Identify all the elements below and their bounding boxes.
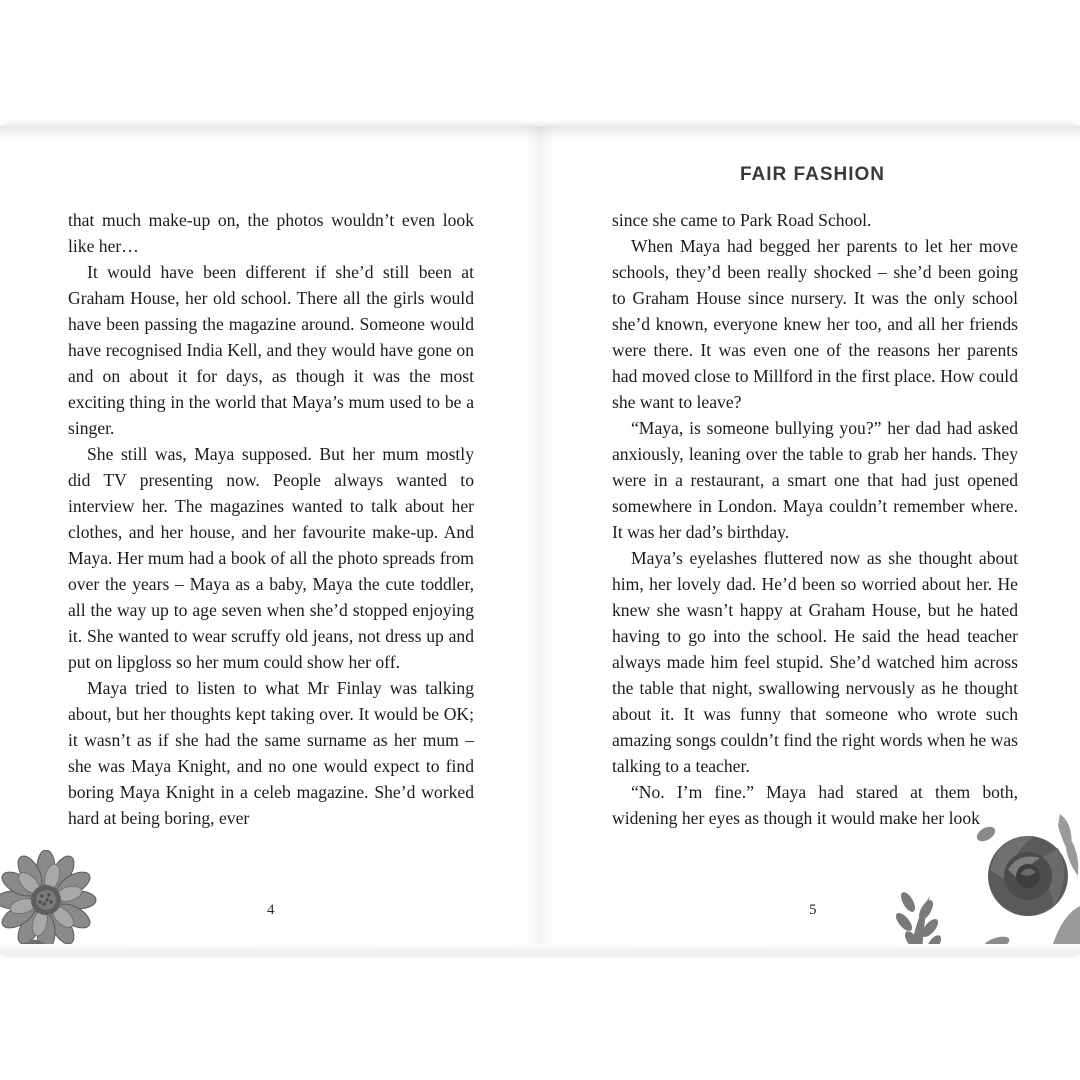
paragraph: When Maya had begged her parents to let her move schools, they’d been really shocked – she’d been going to Graham House since nursery. It was the only school she’d known, everyone knew her too, and all her friends were there. It was even one of the reasons her parents had moved close to Millford in the first place. How could she want to leave? bbox=[612, 236, 1018, 412]
paragraph: Maya’s eyelashes fluttered now as she thought about him, her lovely dad. He’d been so worried about her. He knew she wasn’t happy at Graham House, but he hated having to go into the school. He said the head teacher always made him feel stupid. She’d watched him across the table that night, swallowing nervously as he thought about it. It was funny that someone who wrote such amazing songs couldn’t find the right words when he was talking to a teacher. bbox=[612, 548, 1018, 776]
paragraph: since she came to Park Road School. bbox=[612, 210, 872, 230]
sunflower-icon bbox=[0, 850, 100, 954]
book-spread bbox=[0, 126, 1080, 954]
paragraph: Maya tried to listen to what Mr Finlay was talking about, but her thoughts kept taking over. It would be OK; it wasn’t as if she had the same surname as her mum – she was Maya Knight, and no one would expect to find boring Maya Knight in a celeb magazine. She’d worked hard at being boring, ever bbox=[68, 678, 474, 828]
paragraph: “Maya, is someone bullying you?” her dad had asked anxiously, leaning over the table to grab her hands. They were in a restaurant, a smart one that had just opened somewhere in London. Maya couldn’t remember where. It was her dad’s birthday. bbox=[612, 418, 1018, 542]
paragraph: “No. I’m fine.” Maya had stared at them both, widening her eyes as though it would make her look bbox=[612, 782, 1018, 828]
right-page-text bbox=[612, 207, 1018, 831]
left-page-text bbox=[68, 207, 474, 831]
paragraph: She still was, Maya supposed. But her mum mostly did TV presenting now. People always wanted to interview her. The magazines wanted to talk about her clothes, and her house, and her favourite make-up. And Maya. Her mum had a book of all the photo spreads from over the years – Maya as a baby, Maya the cute toddler, all the way up to age seven when she’d stopped enjoying it. She wanted to wear scruffy old jeans, not dress up and put on lipgloss so her mum could show her off. bbox=[68, 444, 474, 672]
paragraph: It would have been different if she’d still been at Graham House, her old school. There all the girls would have been passing the magazine around. Someone would have recognised India Kell, and they would have gone on and on about it for days, as though it was the most exciting thing in the world that Maya’s mum used to be a singer. bbox=[68, 262, 474, 438]
book-gutter bbox=[525, 126, 555, 954]
rose-icon bbox=[890, 806, 1080, 954]
page-number-left: 4 bbox=[267, 902, 275, 918]
page-number-right: 5 bbox=[809, 902, 817, 918]
paragraph: that much make-up on, the photos wouldn’t even look like her… bbox=[68, 210, 474, 256]
running-head: FAIR FASHION bbox=[740, 164, 886, 185]
